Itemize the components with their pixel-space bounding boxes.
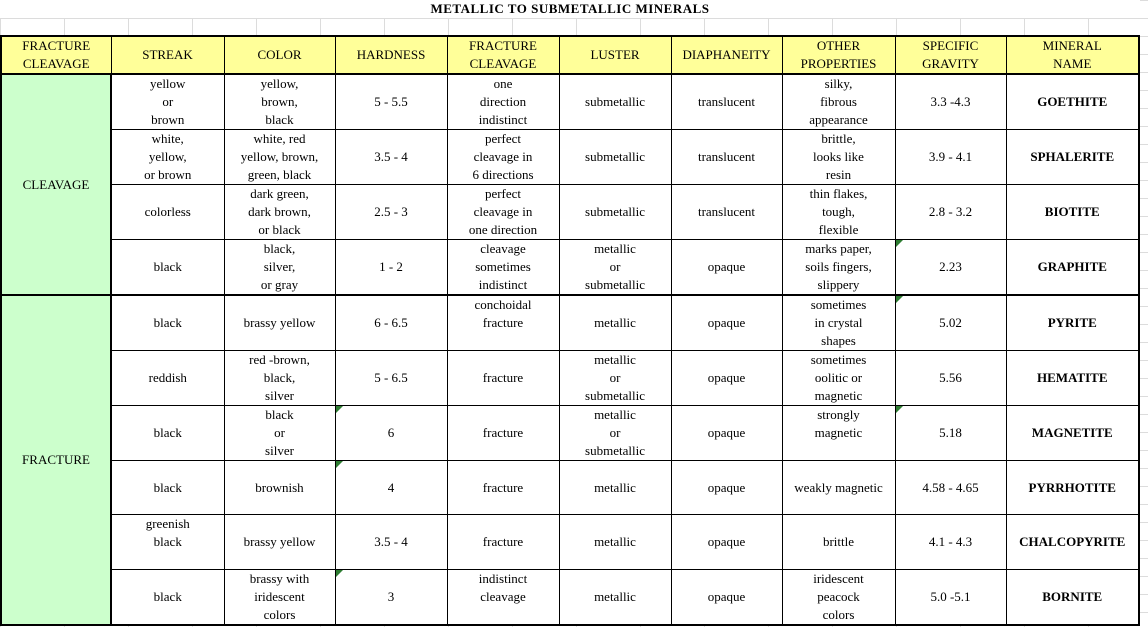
header-text: CLEAVAGE — [469, 56, 537, 71]
fracture-text — [448, 606, 559, 624]
other-cell[interactable] — [782, 515, 895, 570]
luster-cell[interactable] — [559, 351, 671, 406]
mineral-text: HEMATITE — [1036, 370, 1108, 385]
comment-indicator-icon — [896, 406, 903, 413]
fracture-text: indistinct — [478, 112, 528, 127]
header-text: NAME — [1053, 56, 1092, 71]
color-cell[interactable] — [224, 74, 335, 130]
header-text: HARDNESS — [356, 47, 426, 62]
luster-text: submetallic — [585, 388, 645, 403]
hardness-text: 6 — [387, 425, 395, 440]
mineral-cell[interactable] — [1006, 240, 1139, 296]
streak-text: brown — [151, 112, 185, 127]
header-text: OTHER — [816, 38, 861, 53]
other-text: soils fingers, — [805, 259, 872, 274]
other-cell[interactable] — [782, 351, 895, 406]
fracture-cell[interactable] — [447, 295, 559, 351]
streak-cell[interactable] — [111, 185, 224, 240]
diaphaneity-cell[interactable] — [671, 74, 782, 130]
color-text: silver — [265, 443, 294, 458]
gravity-cell[interactable] — [895, 515, 1006, 570]
mineral-text: GOETHITE — [1037, 94, 1108, 109]
luster-text: metallic — [594, 241, 636, 256]
mineral-cell[interactable] — [1006, 515, 1139, 570]
color-cell[interactable] — [224, 185, 335, 240]
color-text: brassy with — [249, 571, 310, 586]
header-streak[interactable] — [111, 36, 224, 74]
mineral-text: MAGNETITE — [1031, 425, 1113, 440]
hardness-text: 2.5 - 3 — [374, 204, 408, 219]
mineral-text: SPHALERITE — [1030, 149, 1115, 164]
luster-cell[interactable] — [559, 461, 671, 515]
hardness-cell[interactable] — [335, 515, 447, 570]
color-text: green, black — [247, 167, 312, 182]
fracture-cell[interactable] — [447, 570, 559, 626]
other-text: iridescent — [813, 571, 864, 586]
mineral-text: BORNITE — [1042, 589, 1103, 604]
luster-text: metallic — [594, 315, 636, 330]
gravity-text: 3.9 - 4.1 — [928, 149, 973, 164]
color-text: black, — [263, 370, 296, 385]
other-text: peacock — [817, 589, 860, 604]
luster-cell[interactable] — [559, 295, 671, 351]
fracture-cell[interactable] — [447, 240, 559, 296]
color-text: black, — [263, 241, 296, 256]
mineral-row — [1, 185, 1139, 240]
color-cell[interactable] — [224, 351, 335, 406]
fracture-text: cleavage in — [473, 149, 533, 164]
fracture-cell[interactable] — [447, 406, 559, 461]
color-text: brassy yellow — [243, 315, 316, 330]
hardness-text: 5 - 5.5 — [374, 94, 408, 109]
streak-text: black — [153, 479, 182, 495]
streak-text: reddish — [148, 370, 187, 385]
color-text: yellow, — [260, 76, 299, 91]
streak-cell[interactable] — [111, 351, 224, 406]
streak-text: colorless — [144, 204, 191, 219]
diaphaneity-cell[interactable] — [671, 295, 782, 351]
color-text: white, red — [253, 131, 306, 146]
other-cell[interactable] — [782, 185, 895, 240]
luster-text: or — [609, 370, 621, 385]
luster-cell[interactable] — [559, 570, 671, 626]
diaphaneity-text: opaque — [707, 589, 746, 604]
luster-text: metallic — [594, 479, 636, 495]
other-cell[interactable] — [782, 74, 895, 130]
gravity-cell[interactable] — [895, 461, 1006, 515]
mineral-row — [1, 74, 1139, 130]
header-mineral-name[interactable] — [1006, 36, 1139, 74]
luster-text: submetallic — [585, 277, 645, 292]
diaphaneity-cell[interactable] — [671, 130, 782, 185]
streak-cell[interactable] — [111, 74, 224, 130]
fracture-text: fracture — [482, 370, 524, 385]
hardness-cell[interactable] — [335, 570, 447, 626]
hardness-cell[interactable] — [335, 74, 447, 130]
diaphaneity-text: translucent — [697, 149, 756, 164]
hardness-text: 6 - 6.5 — [374, 315, 408, 330]
luster-cell[interactable] — [559, 185, 671, 240]
other-text: brittle, — [821, 131, 856, 146]
other-text: looks like — [813, 149, 864, 164]
streak-cell[interactable] — [111, 461, 224, 515]
header-text: SPECIFIC — [922, 38, 979, 53]
other-text: magnetic — [814, 388, 863, 403]
header-other-properties[interactable] — [782, 36, 895, 74]
color-cell[interactable] — [224, 570, 335, 626]
streak-text: black — [153, 315, 182, 330]
gravity-text: 5.0 -5.1 — [930, 589, 971, 604]
diaphaneity-text: translucent — [697, 204, 756, 219]
fracture-text: perfect — [484, 186, 522, 201]
gravity-cell[interactable] — [895, 406, 1006, 461]
other-text: resin — [825, 167, 852, 182]
comment-indicator-icon — [896, 296, 903, 303]
gravity-text: 5.56 — [939, 370, 962, 385]
header-specific-gravity[interactable] — [895, 36, 1006, 74]
fracture-cell[interactable] — [447, 461, 559, 515]
mineral-cell[interactable] — [1006, 406, 1139, 461]
diaphaneity-text: opaque — [707, 479, 746, 495]
diaphaneity-text: translucent — [697, 94, 756, 109]
other-text: weakly magnetic — [794, 479, 883, 495]
mineral-text: PYRITE — [1047, 315, 1097, 330]
gravity-cell[interactable] — [895, 130, 1006, 185]
other-text: sometimes — [810, 352, 867, 367]
color-cell[interactable] — [224, 406, 335, 461]
header-color[interactable] — [224, 36, 335, 74]
diaphaneity-cell[interactable] — [671, 570, 782, 626]
color-text: silver — [265, 388, 294, 403]
streak-text: black — [153, 259, 182, 274]
color-text: brownish — [255, 479, 304, 495]
fracture-text: indistinct — [478, 277, 528, 292]
fracture-text: perfect — [484, 131, 522, 146]
hardness-text: 5 - 6.5 — [374, 370, 408, 385]
other-text: slippery — [817, 277, 860, 292]
diaphaneity-text: opaque — [707, 259, 746, 274]
fracture-text: sometimes — [475, 259, 531, 274]
luster-cell[interactable] — [559, 74, 671, 130]
gravity-text: 2.8 - 3.2 — [928, 204, 973, 219]
color-text: red -brown, — [249, 352, 310, 367]
diaphaneity-cell[interactable] — [671, 351, 782, 406]
other-text: marks paper, — [805, 241, 872, 256]
luster-text: metallic — [594, 589, 636, 604]
fracture-text: cleavage — [480, 589, 526, 604]
header-text: LUSTER — [590, 47, 640, 62]
streak-text: black — [153, 589, 182, 604]
other-cell[interactable] — [782, 461, 895, 515]
other-text: flexible — [818, 222, 859, 237]
fracture-text: fracture — [482, 534, 524, 549]
comment-indicator-icon — [896, 240, 903, 247]
other-cell[interactable] — [782, 570, 895, 626]
comment-indicator-icon — [336, 461, 343, 468]
streak-text: black — [153, 534, 182, 549]
fracture-cell[interactable] — [447, 515, 559, 570]
other-text: appearance — [809, 112, 868, 127]
hardness-text: 1 - 2 — [379, 259, 403, 274]
other-text: thin flakes, — [809, 186, 868, 201]
header-row — [1, 36, 1139, 74]
color-text: silver, — [263, 259, 296, 274]
streak-text — [112, 551, 224, 569]
luster-text: metallic — [594, 352, 636, 367]
other-text: magnetic — [814, 425, 863, 440]
other-text: colors — [822, 607, 855, 622]
color-text: yellow, brown, — [240, 149, 319, 164]
fracture-text: fracture — [482, 479, 524, 495]
mineral-row — [1, 461, 1139, 515]
mineral-row — [1, 515, 1139, 570]
diaphaneity-text: opaque — [707, 534, 746, 549]
header-text: MINERAL — [1042, 38, 1102, 53]
other-text — [783, 442, 895, 460]
header-fracture-cleavage[interactable] — [1, 36, 111, 74]
diaphaneity-cell[interactable] — [671, 515, 782, 570]
header-text: COLOR — [257, 47, 302, 62]
diaphaneity-cell[interactable] — [671, 461, 782, 515]
color-text: or — [274, 425, 285, 440]
other-text: fibrous — [820, 94, 857, 109]
fracture-cell[interactable] — [447, 74, 559, 130]
luster-text: submetallic — [585, 94, 645, 109]
streak-cell[interactable] — [111, 240, 224, 296]
hardness-text: 3 — [387, 589, 395, 604]
mineral-cell[interactable] — [1006, 185, 1139, 240]
group-cell-cleavage[interactable]: CLEAVAGE — [1, 74, 111, 295]
luster-cell[interactable] — [559, 406, 671, 461]
mineral-text: GRAPHITE — [1037, 259, 1107, 274]
gravity-text: 4.58 - 4.65 — [922, 479, 979, 495]
luster-text: submetallic — [585, 204, 645, 219]
other-text: silky, — [824, 76, 853, 91]
other-text: oolitic or — [814, 370, 863, 385]
gravity-text: 4.1 - 4.3 — [928, 534, 973, 549]
hardness-text: 3.5 - 4 — [374, 149, 408, 164]
streak-text: black — [153, 425, 182, 440]
hardness-cell[interactable] — [335, 185, 447, 240]
fracture-text: fracture — [482, 425, 524, 440]
other-cell[interactable] — [782, 406, 895, 461]
diaphaneity-text: opaque — [707, 315, 746, 330]
header-text: PROPERTIES — [800, 56, 877, 71]
color-text: brown, — [261, 94, 298, 109]
luster-cell[interactable] — [559, 240, 671, 296]
streak-cell[interactable] — [111, 570, 224, 626]
diaphaneity-cell[interactable] — [671, 240, 782, 296]
gravity-text: 5.18 — [939, 425, 962, 440]
header-fracture-cleavage-2[interactable] — [447, 36, 559, 74]
color-text: dark green, — [250, 186, 309, 201]
fracture-text: one direction — [468, 222, 538, 237]
color-text: or gray — [260, 277, 299, 292]
fracture-text: conchoidal — [474, 297, 532, 312]
mineral-row — [1, 351, 1139, 406]
header-text: STREAK — [142, 47, 193, 62]
gravity-cell[interactable] — [895, 295, 1006, 351]
color-cell[interactable] — [224, 240, 335, 296]
minerals-table — [0, 35, 1140, 626]
hardness-cell[interactable] — [335, 461, 447, 515]
mineral-cell[interactable] — [1006, 570, 1139, 626]
gravity-text: 5.02 — [939, 315, 962, 330]
diaphaneity-text: opaque — [707, 370, 746, 385]
header-luster[interactable] — [559, 36, 671, 74]
mineral-text: CHALCOPYRITE — [1019, 534, 1126, 549]
header-text: FRACTURE — [22, 38, 91, 53]
streak-cell[interactable] — [111, 406, 224, 461]
mineral-text: BIOTITE — [1044, 204, 1100, 219]
gravity-text: 2.23 — [939, 259, 962, 274]
mineral-cell[interactable] — [1006, 461, 1139, 515]
comment-indicator-icon — [336, 406, 343, 413]
fracture-cell[interactable] — [447, 185, 559, 240]
mineral-text: PYRRHOTITE — [1028, 479, 1116, 495]
fracture-cell[interactable] — [447, 351, 559, 406]
diaphaneity-cell[interactable] — [671, 185, 782, 240]
fracture-text: indistinct — [478, 571, 528, 586]
streak-cell[interactable] — [111, 515, 224, 570]
hardness-cell[interactable] — [335, 295, 447, 351]
luster-cell[interactable] — [559, 515, 671, 570]
color-cell[interactable] — [224, 295, 335, 351]
color-text: iridescent — [254, 589, 305, 604]
diaphaneity-cell[interactable] — [671, 406, 782, 461]
luster-text: metallic — [594, 534, 636, 549]
header-text: GRAVITY — [922, 56, 979, 71]
hardness-cell[interactable] — [335, 406, 447, 461]
other-text: shapes — [821, 333, 856, 348]
header-text: CLEAVAGE — [22, 56, 90, 71]
other-cell[interactable] — [782, 295, 895, 351]
color-text: black — [265, 407, 294, 422]
other-text: strongly — [817, 407, 860, 422]
other-text: tough, — [822, 204, 855, 219]
color-text: brassy yellow — [243, 534, 316, 549]
group-cell-fracture[interactable]: FRACTURE — [1, 295, 111, 625]
mineral-row — [1, 570, 1139, 626]
fracture-text: fracture — [482, 315, 524, 330]
mineral-cell[interactable] — [1006, 74, 1139, 130]
streak-text: yellow — [150, 76, 186, 91]
streak-cell[interactable] — [111, 295, 224, 351]
luster-text: or — [609, 259, 621, 274]
luster-text: metallic — [594, 407, 636, 422]
color-text: colors — [263, 607, 296, 622]
other-cell[interactable] — [782, 130, 895, 185]
fracture-text: direction — [479, 94, 527, 109]
hardness-cell[interactable] — [335, 240, 447, 296]
fracture-text — [448, 332, 559, 350]
gravity-text: 3.3 -4.3 — [930, 94, 971, 109]
color-cell[interactable] — [224, 130, 335, 185]
streak-text: or — [162, 94, 174, 109]
other-text: brittle — [822, 534, 855, 549]
hardness-cell[interactable] — [335, 351, 447, 406]
header-hardness[interactable] — [335, 36, 447, 74]
hardness-cell[interactable] — [335, 130, 447, 185]
luster-text: submetallic — [585, 149, 645, 164]
fracture-text: 6 directions — [472, 167, 534, 182]
other-text: in crystal — [814, 315, 863, 330]
gravity-cell[interactable] — [895, 185, 1006, 240]
mineral-cell[interactable] — [1006, 130, 1139, 185]
mineral-row — [1, 406, 1139, 461]
luster-text: or — [609, 425, 621, 440]
gravity-cell[interactable] — [895, 74, 1006, 130]
color-text: or black — [258, 222, 301, 237]
mineral-row — [1, 240, 1139, 296]
fracture-text: one — [493, 76, 513, 91]
color-cell[interactable] — [224, 461, 335, 515]
header-text: FRACTURE — [469, 38, 537, 53]
streak-text: yellow, — [148, 149, 187, 164]
gravity-cell[interactable] — [895, 240, 1006, 296]
hardness-text: 3.5 - 4 — [374, 534, 408, 549]
streak-text: or brown — [144, 167, 192, 182]
gravity-cell[interactable] — [895, 351, 1006, 406]
mineral-cell[interactable] — [1006, 351, 1139, 406]
streak-cell[interactable] — [111, 130, 224, 185]
luster-cell[interactable] — [559, 130, 671, 185]
hardness-text: 4 — [387, 479, 395, 495]
header-text: DIAPHANEITY — [682, 47, 771, 62]
fracture-text: cleavage — [480, 241, 526, 256]
luster-text: submetallic — [585, 443, 645, 458]
mineral-cell[interactable] — [1006, 295, 1139, 351]
streak-text: white, — [151, 131, 184, 146]
mineral-row — [1, 295, 1139, 351]
sheet-title: METALLIC TO SUBMETALLIC MINERALS — [0, 0, 1140, 18]
color-text: black — [265, 112, 294, 127]
mineral-row — [1, 130, 1139, 185]
header-diaphaneity[interactable] — [671, 36, 782, 74]
diaphaneity-text: opaque — [707, 425, 746, 440]
other-cell[interactable] — [782, 240, 895, 296]
color-cell[interactable] — [224, 515, 335, 570]
gravity-cell[interactable] — [895, 570, 1006, 626]
other-text: sometimes — [810, 297, 867, 312]
fracture-text: cleavage in — [473, 204, 533, 219]
streak-text: greenish — [145, 516, 190, 531]
color-text: dark brown, — [248, 204, 311, 219]
comment-indicator-icon — [336, 570, 343, 577]
fracture-cell[interactable] — [447, 130, 559, 185]
